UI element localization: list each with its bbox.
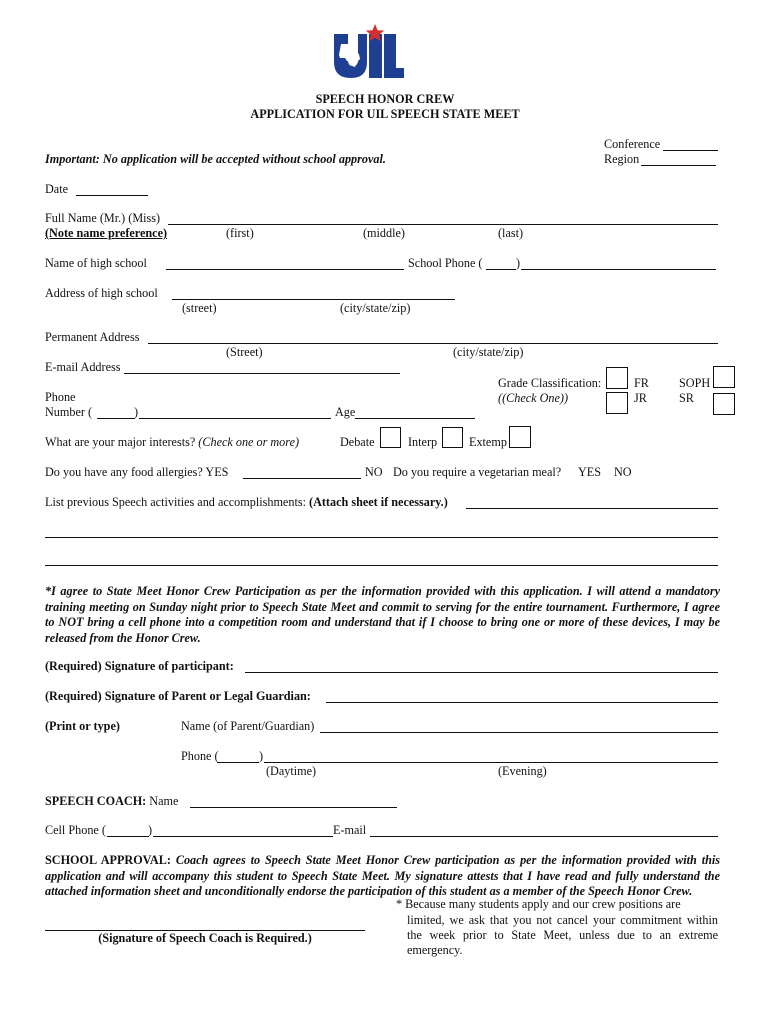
school-approval-heading: SCHOOL APPROVAL:	[45, 853, 171, 867]
interests-label: What are your major interests? (Check one or more)	[45, 435, 300, 449]
grade-fr-checkbox[interactable]	[606, 367, 628, 389]
extemp-label: Extemp	[469, 435, 507, 449]
coach-heading: SPEECH COACH:	[45, 794, 147, 808]
footnote-line-4: emergency.	[407, 943, 463, 957]
form-subtitle: APPLICATION FOR UIL SPEECH STATE MEET	[250, 107, 520, 121]
email-field[interactable]	[124, 373, 400, 374]
check-one-hint: ((Check One))	[498, 391, 569, 405]
guardian-name-field[interactable]	[320, 732, 718, 733]
region-label: Region	[604, 152, 640, 166]
conference-field[interactable]	[663, 150, 718, 151]
guardian-phone-close: )	[259, 749, 264, 763]
vegetarian-yes-label: YES	[578, 465, 602, 479]
debate-checkbox[interactable]	[380, 427, 401, 448]
interests-hint: (Check one or more)	[198, 435, 300, 449]
print-or-type-label: (Print or type)	[45, 719, 120, 733]
guardian-phone-area-field[interactable]	[217, 762, 259, 763]
guardian-name-label: Name (of Parent/Guardian)	[181, 719, 315, 733]
high-school-field[interactable]	[166, 269, 404, 270]
coach-cell-field[interactable]	[153, 836, 333, 837]
coach-name-label: Name	[149, 794, 179, 808]
footnote-line-3: the week prior to State Meet, unless due to an extreme	[407, 928, 718, 942]
full-name-label: Full Name (Mr.) (Miss)	[45, 211, 161, 225]
school-address-label: Address of high school	[45, 286, 158, 300]
extemp-checkbox[interactable]	[509, 426, 531, 448]
guardian-signature-field[interactable]	[326, 702, 718, 703]
grade-fr-label: FR	[634, 376, 649, 390]
permanent-address-field[interactable]	[148, 343, 718, 344]
activities-field-2[interactable]	[45, 537, 718, 538]
participant-signature-label: (Required) Signature of participant:	[45, 659, 234, 673]
full-name-field[interactable]	[168, 224, 718, 225]
high-school-label: Name of high school	[45, 256, 147, 270]
school-phone-area-field[interactable]	[486, 269, 516, 270]
daytime-caption: (Daytime)	[266, 764, 317, 778]
school-phone-label: School Phone (	[408, 256, 483, 270]
city-caption: (city/state/zip)	[340, 301, 411, 315]
grade-jr-checkbox[interactable]	[606, 392, 628, 414]
last-name-caption: (last)	[498, 226, 524, 240]
guardian-signature-label: (Required) Signature of Parent or Legal Guardian:	[45, 689, 311, 703]
evening-caption: (Evening)	[498, 764, 547, 778]
age-label: Age	[335, 405, 356, 419]
guardian-phone-field[interactable]	[264, 762, 718, 763]
grade-soph-label: SOPH	[679, 376, 711, 390]
coach-cell-label: Cell Phone (	[45, 823, 106, 837]
vegetarian-label: Do you require a vegetarian meal?	[393, 465, 562, 479]
number-close: )	[134, 405, 139, 419]
date-field[interactable]	[76, 195, 148, 196]
phone-label: Phone	[45, 390, 76, 404]
important-note: Important: No application will be accepted without school approval.	[45, 152, 386, 166]
school-phone-field[interactable]	[521, 269, 716, 270]
form-title: SPEECH HONOR CREW	[315, 92, 455, 106]
activities-field-1[interactable]	[466, 508, 718, 509]
grade-soph-checkbox[interactable]	[713, 366, 735, 388]
coach-name-field[interactable]	[190, 807, 397, 808]
agreement-text: *I agree to State Meet Honor Crew Participation as per the information provided with this application. I will attend a mandatory training meeting on Sunday night prior to Speech State Meet and commit to serving for the entire tournament. Furthermore, I agree to NOT bring a cell phone into a competition room and understand that if I choose to bring one or more of these devices, I may be released from the Honor Crew.	[45, 584, 720, 645]
school-phone-close: )	[516, 256, 521, 270]
participant-signature-field[interactable]	[245, 672, 718, 673]
number-label: Number (	[45, 405, 93, 419]
interp-label: Interp	[408, 435, 438, 449]
phone-area-field[interactable]	[97, 418, 135, 419]
footnote-line-1: * Because many students apply and our crew positions are	[396, 897, 681, 911]
allergy-no-label: NO	[365, 465, 383, 479]
email-label: E-mail Address	[45, 360, 121, 374]
footnote-line-2: limited, we ask that you not cancel your commitment within	[407, 913, 718, 927]
street-caption: (street)	[182, 301, 217, 315]
grade-label: Grade Classification:	[498, 376, 602, 390]
first-name-caption: (first)	[226, 226, 254, 240]
vegetarian-no-label: NO	[614, 465, 632, 479]
middle-name-caption: (middle)	[363, 226, 405, 240]
debate-label: Debate	[340, 435, 375, 449]
region-field[interactable]	[641, 165, 716, 166]
activities-field-3[interactable]	[45, 565, 718, 566]
age-field[interactable]	[355, 418, 475, 419]
perm-city-caption: (city/state/zip)	[453, 345, 524, 359]
coach-name-row	[45, 794, 178, 809]
grade-jr-label: JR	[634, 391, 647, 405]
guardian-phone-label: Phone (	[181, 749, 219, 763]
name-preference-note: (Note name preference)	[45, 226, 168, 240]
permanent-address-label: Permanent Address	[45, 330, 140, 344]
allergy-label: Do you have any food allergies? YES	[45, 465, 229, 479]
coach-signature-caption: (Signature of Speech Coach is Required.)	[98, 931, 312, 945]
grade-sr-checkbox[interactable]	[713, 393, 735, 415]
school-address-field[interactable]	[172, 299, 455, 300]
grade-sr-label: SR	[679, 391, 694, 405]
conference-label: Conference	[604, 137, 661, 151]
activities-note: (Attach sheet if necessary.)	[309, 495, 448, 509]
coach-cell-area-field[interactable]	[107, 836, 149, 837]
school-approval-text: SCHOOL APPROVAL: Coach agrees to Speech State Meet Honor Crew participation as per the information provided with this application and will accompany this student to Speech State Meet. My signature attests that I have read and fully understand the attached information sheet and unconditionally endorse the participation of this student as a member of the Speech Honor Crew.	[45, 853, 720, 898]
perm-street-caption: (Street)	[226, 345, 263, 359]
interp-checkbox[interactable]	[442, 427, 463, 448]
allergy-field[interactable]	[243, 478, 361, 479]
coach-email-label: E-mail	[333, 823, 367, 837]
date-label: Date	[45, 182, 69, 196]
phone-number-field[interactable]	[139, 418, 331, 419]
coach-email-field[interactable]	[370, 836, 718, 837]
activities-label: List previous Speech activities and accomplishments: (Attach sheet if necessary.)	[45, 495, 448, 509]
uil-logo	[332, 24, 404, 80]
coach-cell-close: )	[148, 823, 153, 837]
